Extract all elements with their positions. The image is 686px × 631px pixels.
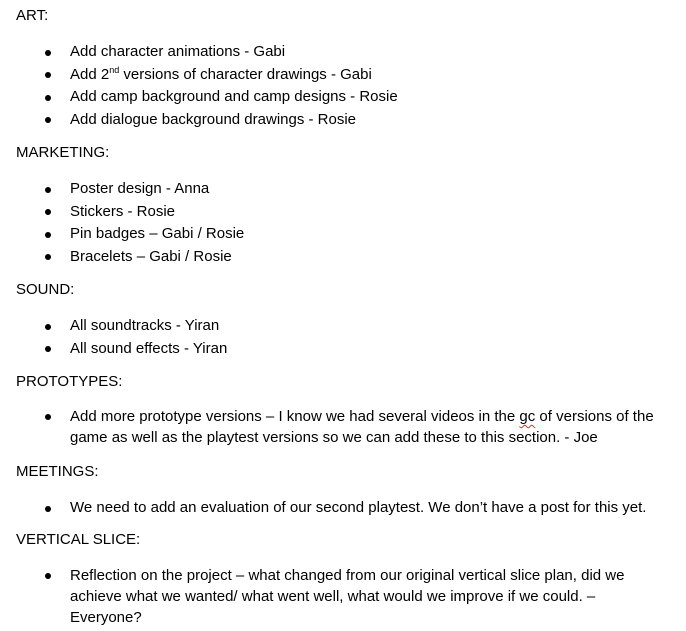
section-sound — [16, 279, 680, 360]
item-line: Reflection on the project – what changed from our original vertical slice plan, did we — [70, 567, 625, 584]
list-item: We need to add an evaluation of our second playtest. We don’t have a post for this yet. — [16, 497, 680, 520]
section-heading: SOUND: — [16, 281, 75, 298]
item-line: game as well as the playtest versions so we can add these to this section. - Joe — [70, 429, 598, 446]
list-item — [16, 64, 680, 87]
list-item: All sound effects - Yiran — [16, 338, 680, 361]
list-item: Bracelets – Gabi / Rosie — [16, 246, 680, 269]
bullet-list — [16, 315, 680, 360]
section-heading: MEETINGS: — [16, 463, 99, 480]
item-line: Add more prototype versions – I know we had several videos in the gc of versions of the — [70, 408, 654, 425]
bullet-list — [16, 497, 680, 520]
section-marketing — [16, 142, 680, 268]
section-heading: VERTICAL SLICE: — [16, 531, 141, 548]
list-item — [16, 565, 680, 628]
bullet-list — [16, 41, 680, 131]
list-item: Add character animations - Gabi — [16, 41, 680, 64]
bullet-list — [16, 178, 680, 268]
section-meetings — [16, 461, 680, 520]
section-vertical-slice — [16, 529, 680, 628]
bullet-list — [16, 565, 680, 628]
item-line: Everyone? — [70, 609, 142, 626]
section-heading: PROTOTYPES: — [16, 373, 123, 390]
list-item: Poster design - Anna — [16, 178, 680, 201]
ordinal-suffix: nd — [109, 64, 120, 75]
list-item — [16, 406, 680, 448]
section-prototypes — [16, 371, 680, 448]
list-item: Add camp background and camp designs - Rosie — [16, 86, 680, 109]
list-item: All soundtracks - Yiran — [16, 315, 680, 338]
list-item: Stickers - Rosie — [16, 201, 680, 224]
item-line: achieve what we wanted/ what went well, what would we improve if we could. – — [70, 588, 596, 605]
item-text: Add 2 — [70, 65, 110, 83]
list-item: Add dialogue background drawings - Rosie — [16, 109, 680, 132]
item-text: versions of character drawings - Gabi — [119, 65, 372, 83]
section-heading: ART: — [16, 7, 49, 24]
bullet-list — [16, 406, 680, 448]
section-art — [16, 5, 680, 131]
list-item: Pin badges – Gabi / Rosie — [16, 223, 680, 246]
spelling-flag: gc — [519, 408, 536, 425]
section-heading: MARKETING: — [16, 144, 110, 161]
